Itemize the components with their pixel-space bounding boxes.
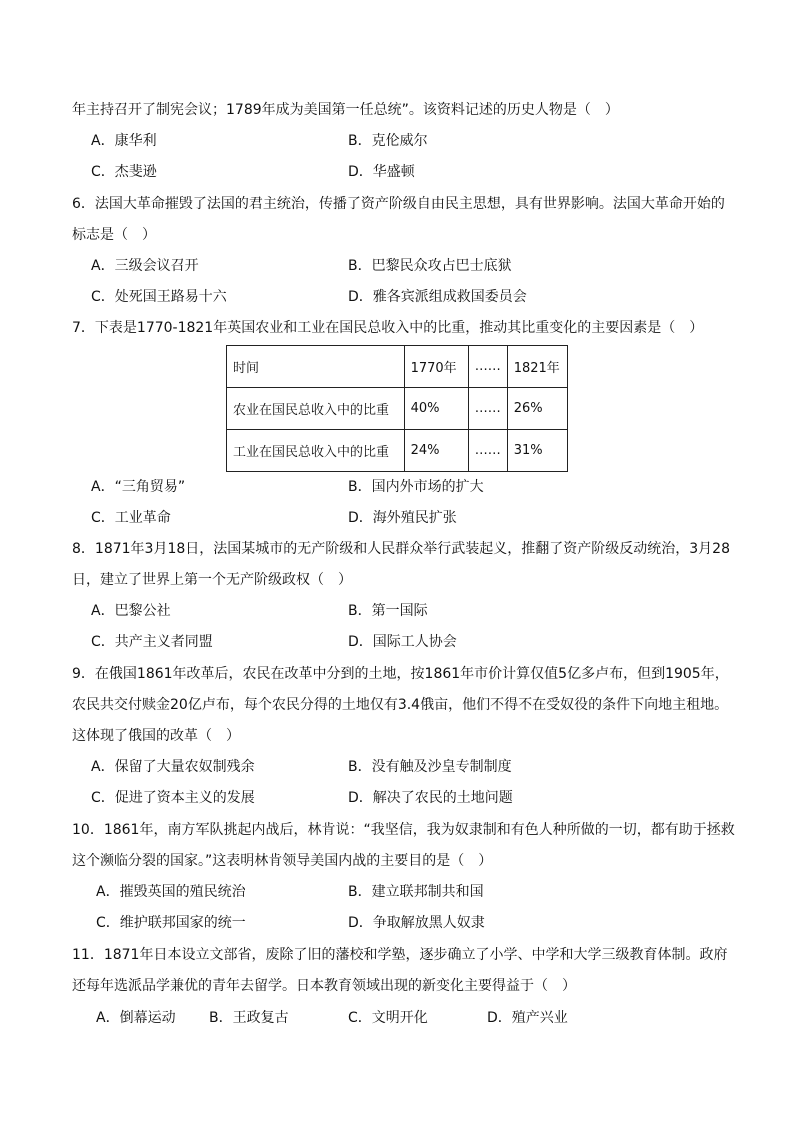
q9-option-c: C．促进了资本主义的发展 <box>91 790 255 806</box>
q6-option-c: C．处死国王路易十六 <box>91 289 227 305</box>
q6-option-b: B．巴黎民众攻占巴士底狱 <box>348 258 512 274</box>
q11-stem-line2: 还每年选派品学兼优的青年去留学。日本教育领域出现的新变化主要得益于（ ） <box>72 978 576 994</box>
q10-option-d: D．争取解放黑人奴隶 <box>348 915 485 931</box>
table-cell: 1821年 <box>507 346 567 388</box>
q9-stem-line1: 9．在俄国1861年改革后，农民在改革中分到的土地，按1861年市价计算仅值5亿多卢布，但到1905年， <box>72 666 729 682</box>
q8-stem-line1: 8．1871年3月18日，法国某城市的无产阶级和人民群众举行武装起义，推翻了资产阶级反动统治，3月28 <box>72 541 730 557</box>
q8-option-b: B．第一国际 <box>348 603 428 619</box>
q7-option-a: A．“三角贸易” <box>91 479 186 495</box>
table-cell: …… <box>468 430 507 472</box>
q11-stem-line1: 11．1871年日本设立文部省，废除了旧的藩校和学塾，逐步确立了小学、中学和大学三级教育体制。政府 <box>72 947 728 963</box>
q7-data-table <box>226 345 568 472</box>
q9-option-a: A．保留了大量农奴制残余 <box>91 759 255 775</box>
q10-option-b: B．建立联邦制共和国 <box>348 884 484 900</box>
q9-stem-line3: 这体现了俄国的改革（ ） <box>72 728 240 744</box>
q11-option-c: C．文明开化 <box>348 1010 428 1026</box>
q8-stem-line2: 日，建立了世界上第一个无产阶级政权（ ） <box>72 572 352 588</box>
q10-option-a: A．摧毁英国的殖民统治 <box>96 884 246 900</box>
q6-option-d: D．雅各宾派组成救国委员会 <box>348 289 527 305</box>
table-cell: 31% <box>507 430 567 472</box>
table-cell: 26% <box>507 388 567 430</box>
q6-stem-line2: 标志是（ ） <box>72 227 156 243</box>
q9-option-b: B．没有触及沙皇专制制度 <box>348 759 512 775</box>
q5-stem-tail: 年主持召开了制宪会议；1789年成为美国第一任总统”。该资料记述的历史人物是（ ） <box>72 102 619 118</box>
table-cell: 24% <box>404 430 468 472</box>
q5-option-a: A．康华利 <box>91 133 157 149</box>
q6-option-a: A．三级会议召开 <box>91 258 199 274</box>
q10-stem-line2: 这个濒临分裂的国家。”这表明林肯领导美国内战的主要目的是（ ） <box>72 853 493 869</box>
q7-option-b: B．国内外市场的扩大 <box>348 479 484 495</box>
q5-option-c: C．杰斐逊 <box>91 164 157 180</box>
q8-option-d: D．国际工人协会 <box>348 634 457 650</box>
q6-stem-line1: 6．法国大革命摧毁了法国的君主统治，传播了资产阶级自由民主思想，具有世界影响。法国大革命开始的 <box>72 196 725 212</box>
table-cell: 工业在国民总收入中的比重 <box>227 430 405 472</box>
q7-option-d: D．海外殖民扩张 <box>348 510 457 526</box>
table-cell: …… <box>468 346 507 388</box>
q11-option-a: A．倒幕运动 <box>96 1010 176 1026</box>
q5-option-d: D．华盛顿 <box>348 164 415 180</box>
table-cell: 时间 <box>227 346 405 388</box>
q9-stem-line2: 农民共交付赎金20亿卢布，每个农民分得的土地仅有3.4俄亩，他们不得不在受奴役的条件下向地主租地。 <box>72 697 729 713</box>
q10-option-c: C．维护联邦国家的统一 <box>96 915 246 931</box>
table-cell: 40% <box>404 388 468 430</box>
q8-option-a: A．巴黎公社 <box>91 603 171 619</box>
table-header-row <box>227 346 568 388</box>
table-cell: …… <box>468 388 507 430</box>
q8-option-c: C．共产主义者同盟 <box>91 634 213 650</box>
table-cell: 1770年 <box>404 346 468 388</box>
q7-stem-line1: 7．下表是1770-1821年英国农业和工业在国民总收入中的比重，推动其比重变化的主要因素是（ ） <box>72 320 704 336</box>
q11-option-b: B．王政复古 <box>209 1010 289 1026</box>
q11-option-d: D．殖产兴业 <box>487 1010 568 1026</box>
table-row <box>227 430 568 472</box>
q9-option-d: D．解决了农民的土地问题 <box>348 790 513 806</box>
q10-stem-line1: 10．1861年，南方军队挑起内战后，林肯说：“我坚信，我为奴隶制和有色人种所做的一切，都有助于拯救 <box>72 822 735 838</box>
q5-option-b: B．克伦威尔 <box>348 133 428 149</box>
q7-option-c: C．工业革命 <box>91 510 171 526</box>
table-row <box>227 388 568 430</box>
table-cell: 农业在国民总收入中的比重 <box>227 388 405 430</box>
